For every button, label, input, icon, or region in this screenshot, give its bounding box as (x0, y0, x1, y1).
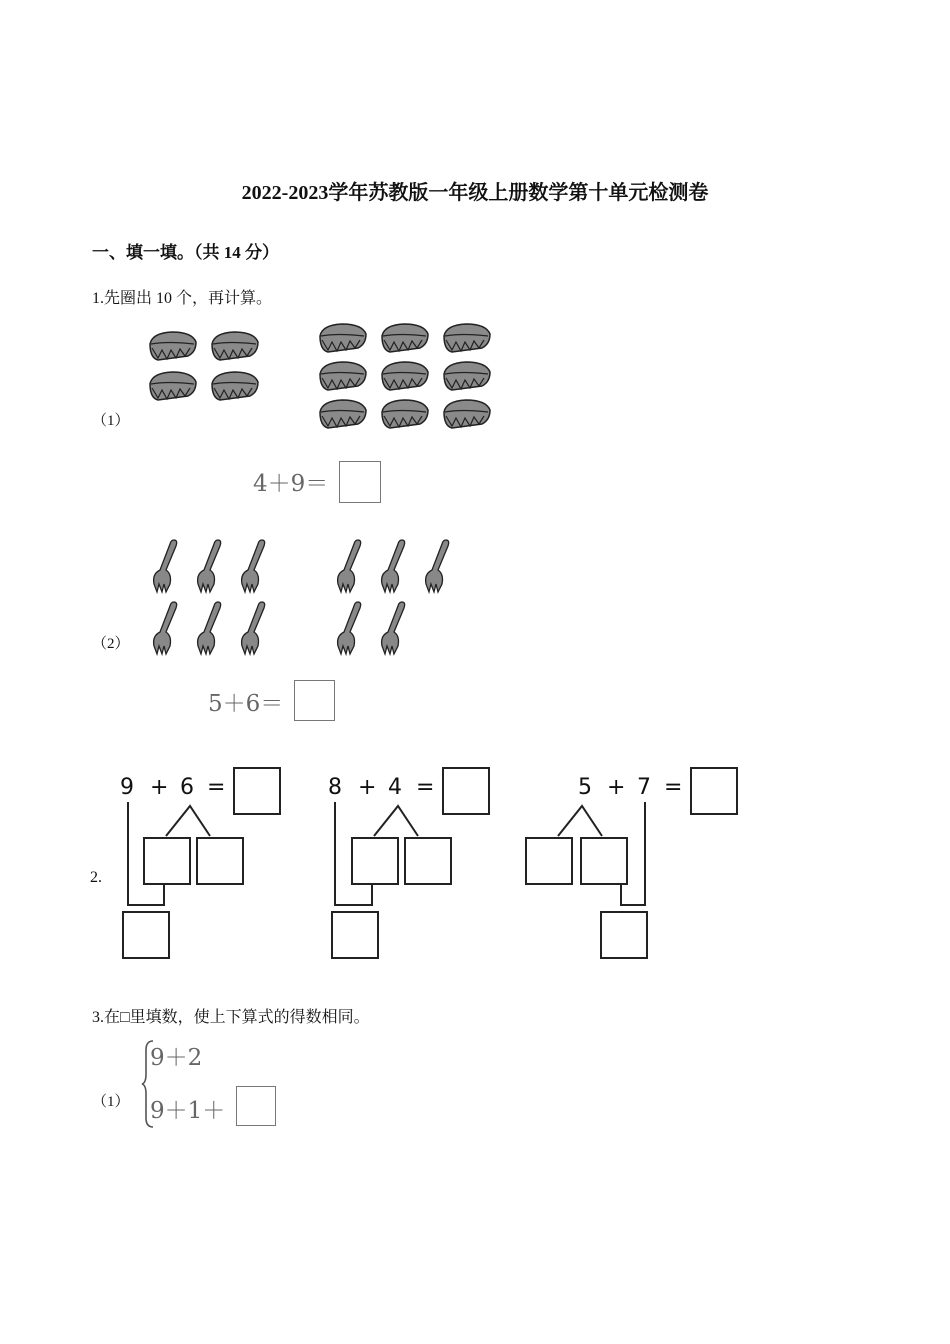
fork-icon (338, 540, 361, 592)
plus-sign: + (607, 775, 626, 800)
steak-icon (150, 372, 196, 400)
fork-icon (154, 540, 177, 592)
answer-box[interactable] (236, 1086, 276, 1126)
split-box[interactable] (143, 837, 191, 885)
steak-icon (212, 332, 258, 360)
equals-sign: = (416, 775, 435, 800)
fork-icon (382, 602, 405, 654)
fork-icon (154, 602, 177, 654)
fork-icon (242, 602, 265, 654)
sum-box[interactable] (442, 767, 490, 815)
steak-icon (320, 400, 366, 428)
steak-icon (212, 372, 258, 400)
split-line (166, 806, 210, 836)
fork-group (146, 536, 466, 666)
ten-box[interactable] (122, 911, 170, 959)
equals-sign: = (207, 775, 226, 800)
ten-box[interactable] (600, 911, 648, 959)
addend-a: 9 (120, 775, 134, 800)
fork-icon (382, 540, 405, 592)
q3-part1-label: （1） (92, 1094, 130, 1110)
steak-icon (320, 324, 366, 352)
split-box[interactable] (525, 837, 573, 885)
question-1-prompt: 1.先圈出 10 个，再计算。 (92, 290, 273, 307)
addend-a: 5 (578, 775, 592, 800)
q3-top-expression: 9＋2 (150, 1045, 203, 1071)
split-box[interactable] (351, 837, 399, 885)
fork-icon (198, 540, 221, 592)
question-3-prompt: 3.在□里填数，使上下算式的得数相同。 (92, 1009, 370, 1026)
steak-icon (150, 332, 196, 360)
steak-icon (382, 362, 428, 390)
fork-icon (426, 540, 449, 592)
answer-box[interactable] (339, 461, 381, 503)
fork-icon (242, 540, 265, 592)
q1-part1-expression: 4＋9＝ (253, 471, 329, 497)
steak-icon (444, 400, 490, 428)
steak-icon (320, 362, 366, 390)
split-line (558, 806, 602, 836)
q1-part2-label: （2） (92, 636, 130, 652)
steak-icon (382, 400, 428, 428)
steak-icon (382, 324, 428, 352)
addend-a: 8 (328, 775, 342, 800)
fork-icon (198, 602, 221, 654)
q3-bottom-expression: 9＋1＋ (150, 1098, 226, 1124)
addend-b: 4 (388, 775, 402, 800)
plus-sign: + (150, 775, 169, 800)
sum-box[interactable] (233, 767, 281, 815)
plus-sign: + (358, 775, 377, 800)
addend-b: 7 (637, 775, 651, 800)
steak-icon (444, 324, 490, 352)
equals-sign: = (664, 775, 683, 800)
answer-box[interactable] (294, 680, 335, 721)
split-box[interactable] (404, 837, 452, 885)
sum-box[interactable] (690, 767, 738, 815)
split-box[interactable] (580, 837, 628, 885)
q1-part1-label: （1） (92, 413, 130, 429)
steak-icon (444, 362, 490, 390)
steak-group (146, 320, 506, 440)
question-2-label: 2. (90, 869, 102, 886)
addend-b: 6 (180, 775, 194, 800)
q1-part2-expression: 5＋6＝ (208, 691, 284, 717)
section-heading: 一、填一填。（共 14 分） (92, 243, 279, 262)
split-line (374, 806, 418, 836)
fork-icon (338, 602, 361, 654)
page-title: 2022-2023学年苏教版一年级上册数学第十单元检测卷 (241, 182, 709, 204)
split-box[interactable] (196, 837, 244, 885)
ten-box[interactable] (331, 911, 379, 959)
